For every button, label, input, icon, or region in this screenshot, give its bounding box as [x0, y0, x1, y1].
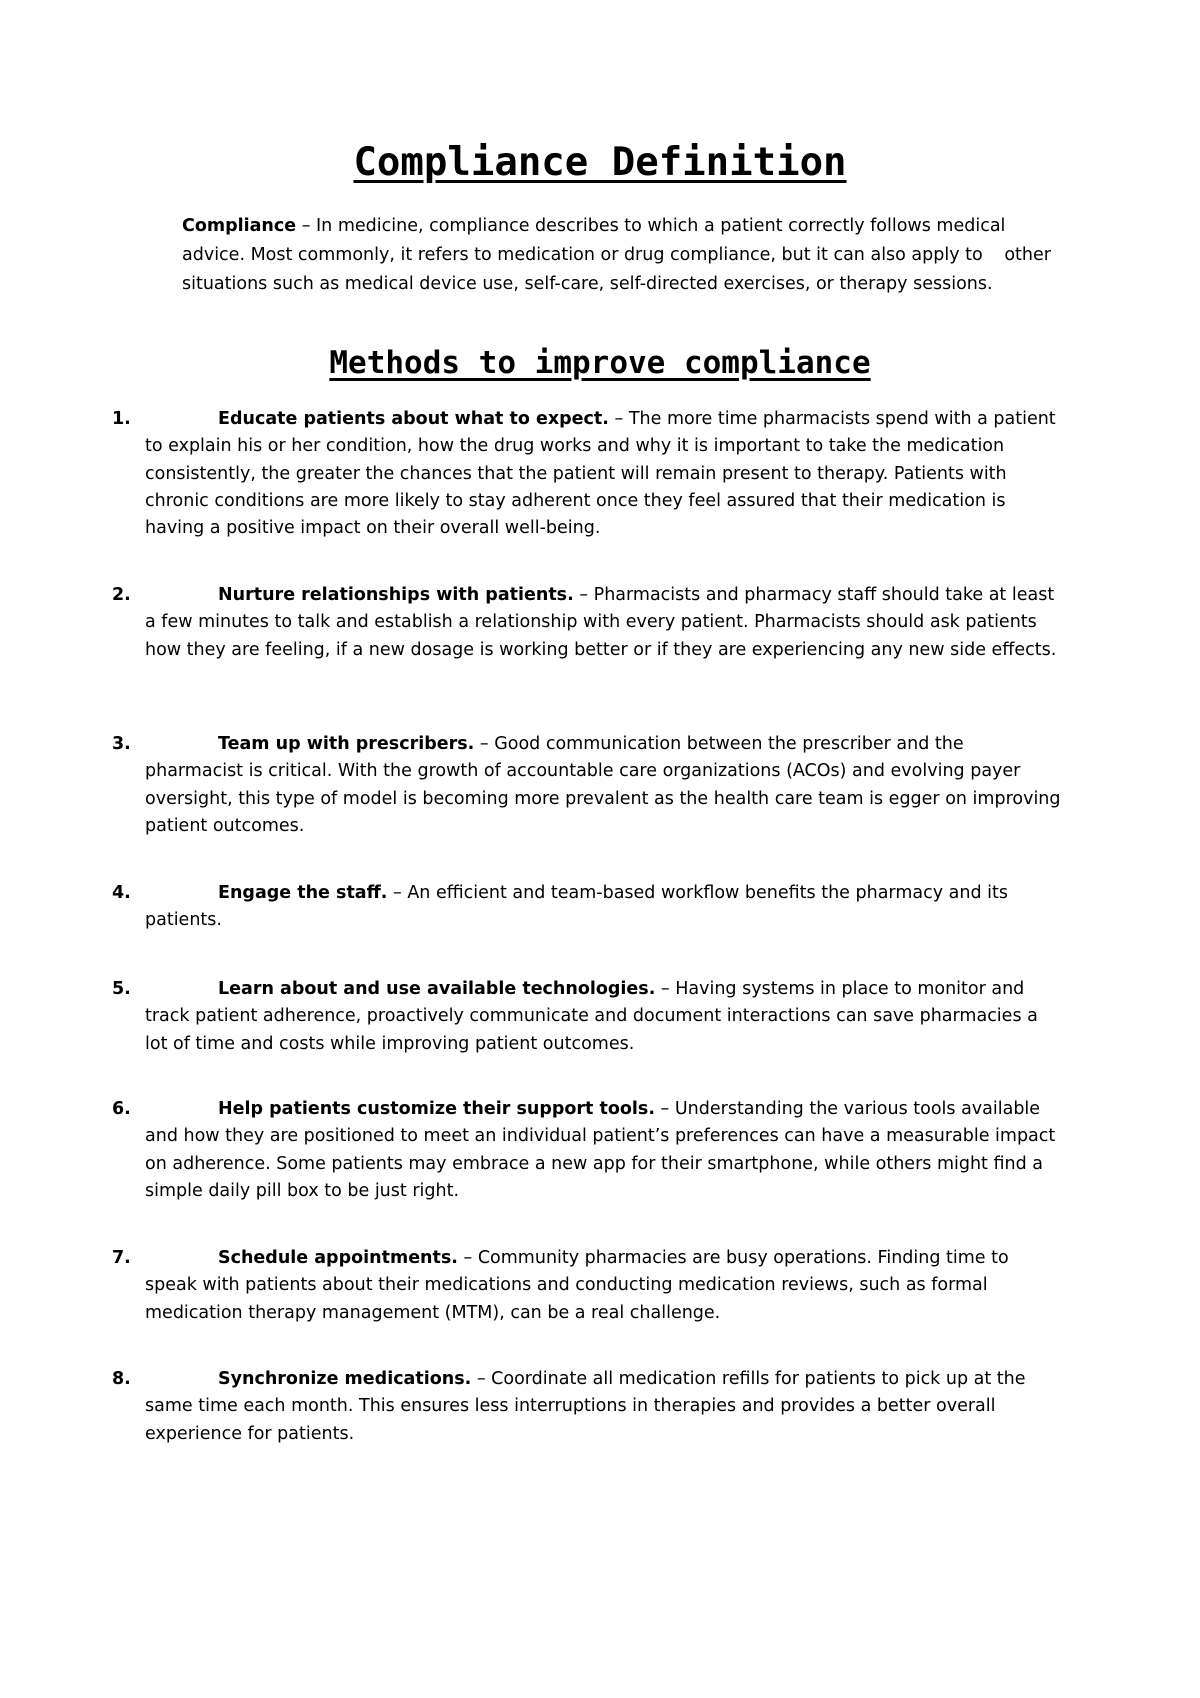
method-lead: Nurture relationships with patients. [218, 585, 574, 605]
method-text: – Coordinate all medication refills for patients to pick up at the same time each month. This ensures less interruptions in therapies and provides a better overall experience for patients. [145, 1369, 1026, 1444]
method-body [145, 582, 1065, 664]
method-lead: Learn about and use available technologies. [218, 979, 656, 999]
method-body [145, 1245, 1065, 1327]
method-lead: Team up with prescribers. [218, 734, 475, 754]
method-body [145, 406, 1065, 542]
method-text: – Having systems in place to monitor and track patient adherence, proactively communicate and document interactions can save pharmacies a lot of time and costs while improving patient outcomes. [145, 979, 1038, 1054]
method-text: – The more time pharmacists spend with a patient to explain his or her condition, how the drug works and why it is important to take the medication consistently, the greater the chances that the patient will remain present to therapy. Patients with chronic conditions are more likely to stay adherent once they feel assured that their medication is having a positive impact on their overall well-being. [145, 409, 1056, 539]
method-number: 5. [112, 979, 131, 999]
method-text: – Pharmacists and pharmacy staff should take at least a few minutes to talk and establish a relationship with every patient. Pharmacists should ask patients how they are feeling, if a new dosage is working better or if they are experiencing any new side effects. [145, 585, 1057, 660]
method-number: 6. [112, 1099, 131, 1119]
definition-term: Compliance [182, 216, 297, 236]
definition-text-part1: – In medicine, compliance describes to which a patient correctly follows medical advice. Most commonly, it refers to medication or drug compliance, but it can also apply to [182, 216, 1006, 265]
method-body [145, 731, 1065, 840]
method-number: 2. [112, 585, 131, 605]
method-body [145, 880, 1065, 935]
method-text: – An efficient and team-based workflow benefits the pharmacy and its patients. [145, 883, 1008, 931]
method-lead: Synchronize medications. [218, 1369, 472, 1389]
method-number: 1. [112, 409, 131, 429]
method-text: – Good communication between the prescriber and the pharmacist is critical. With the growth of accountable care organizations (ACOs) and evolving payer oversight, this type of model is becoming more prevalent as the health care team is egger on improving patient outcomes. [145, 734, 1061, 836]
method-lead: Engage the staff. [218, 883, 388, 903]
definition-text-part2: other situations such as medical device use, self-care, self-directed exercises, or therapy sessions. [182, 245, 1051, 294]
method-number: 8. [112, 1369, 131, 1389]
method-number: 7. [112, 1248, 131, 1268]
methods-heading: Methods to improve compliance [329, 345, 871, 381]
page-title: Compliance Definition [353, 140, 847, 185]
method-body [145, 976, 1065, 1058]
method-text: – Understanding the various tools available and how they are positioned to meet an individual patient’s preferences can have a measurable impact on adherence. Some patients may embrace a new app for their smartphone, while others might find a simple daily pill box to be just right. [145, 1099, 1056, 1201]
method-text: – Community pharmacies are busy operations. Finding time to speak with patients about their medications and conducting medication reviews, such as formal medication therapy management (MTM), can be a real challenge. [145, 1248, 1009, 1323]
method-lead: Help patients customize their support tools. [218, 1099, 655, 1119]
method-body [145, 1366, 1065, 1448]
method-lead: Educate patients about what to expect. [218, 409, 609, 429]
method-body [145, 1096, 1065, 1205]
method-lead: Schedule appointments. [218, 1248, 458, 1268]
method-number: 3. [112, 734, 131, 754]
definition-paragraph [182, 212, 1062, 299]
method-number: 4. [112, 883, 131, 903]
